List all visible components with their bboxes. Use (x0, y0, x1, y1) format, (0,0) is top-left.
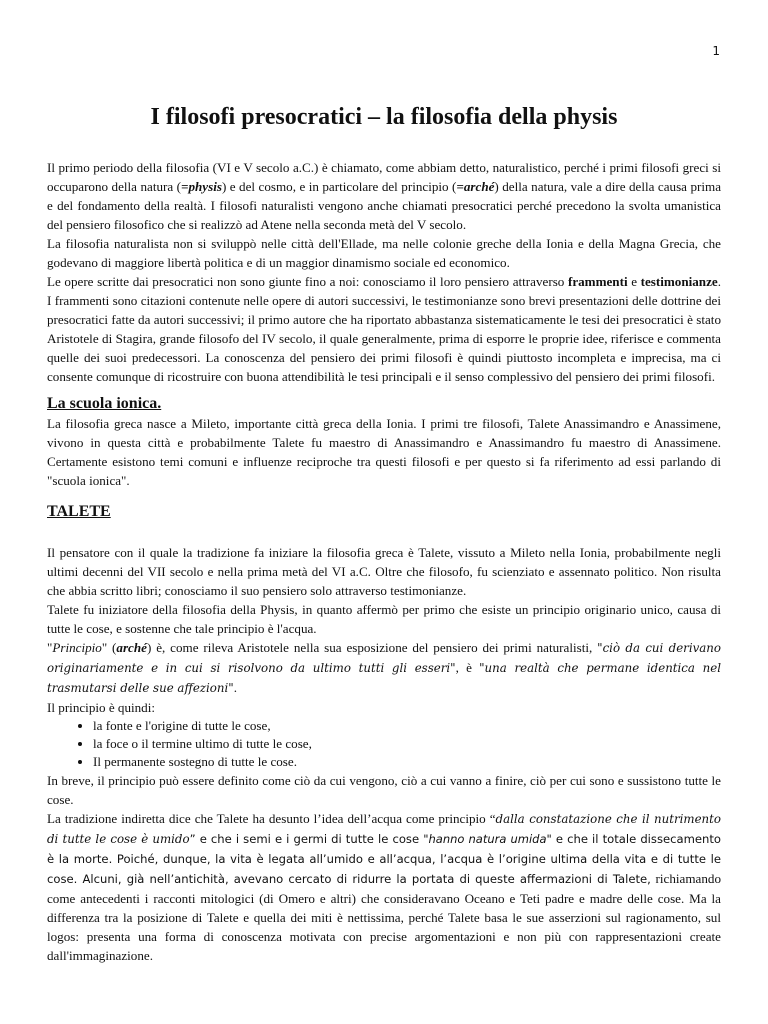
quote-aristotele-2: "una realtà che permane identica nel trasmutarsi delle sue affezioni" (47, 661, 721, 695)
quote-nutrimento: dalla constatazione che il nutrimento di tutte le cose è umido (47, 812, 722, 846)
term-arche-2: arché (116, 640, 147, 655)
text-run: Il primo periodo della filosofia (VI e V secolo a.C.) è chiamato, come abbiam detto, naturalistico, perché i primi filosofi greci si occuparono della natura ( (47, 160, 721, 194)
text-run: Le opere scritte dai presocratici non sono giunte fino a noi: conosciamo il loro pensiero attraverso (47, 274, 568, 289)
document-body (47, 158, 721, 965)
talete-paragraph-2: Talete fu iniziatore della filosofia della Physis, in quanto affermò per primo che esiste un principio originario unico, causa di tutte le cose, e sostenne che tale principio è l'acqua. (47, 602, 721, 636)
talete-paragraph-3 (47, 638, 721, 698)
talete-paragraph-6 (47, 809, 721, 965)
talete-paragraph-1: Il pensatore con il quale la tradizione fa iniziare la filosofia greca è Talete, vissuto a Mileto nella Ionia, probabilmente negli ultimi decenni del VII secolo e nella prima metà del VI a.C. Oltre che filosofo, fu scienziato e assennato politico. Non risulta che abbia scritto libri; conosciamo il suo pensiero solo attraverso testimonianze. (47, 545, 721, 598)
intro-paragraph-3 (47, 272, 721, 386)
section-heading-ionica: La scuola ionica. (47, 395, 162, 412)
ionica-paragraph: La filosofia greca nasce a Mileto, importante città greca della Ionia. I primi tre filosofi, Talete Anassimandro e Anassimene, vivono in questa città e probabilmente Talete fu maestro di Anassimandro e Anassimandro fu maestro di Anassimene. Certamente esistono temi comuni e influenze reciproche tra questi filosofi e per questo si fa riferimento ad essi parlando di "scuola ionica". (47, 416, 721, 488)
text-run: . (233, 680, 237, 695)
text-run: . I frammenti sono citazioni contenute nelle opere di autori successivi, le testimonianze sono brevi presentazioni delle dottrine dei presocratici fatte da autori successivi; il primo autore che ha riportato abbastanza sistematicamente le tesi dei presocratici è stato Aristotele di Stagira, grande filosofo del IV secolo, il quale generalmente, prima di esporre le proprie idee, riferisce e commenta quelle dei suoi predecessori. La conoscenza del pensiero dei primi filosofi è quindi piuttosto incompleta e imprecisa, ma ci consente comunque di ricostruire con buona attendibilità le tesi principali e il senso complessivo del pensiero dei primi filosofi. (47, 274, 721, 384)
quote-natura-umida: "hanno natura umida" (423, 832, 552, 846)
list-item: • la foce o il termine ultimo di tutte le cose, (93, 735, 721, 753)
text-run: ) della natura, vale a dire della causa prima e del fondamento della realtà. I filosofi naturalisti vengono anche chiamati presocratici perché precedono la svolta umanistica del pensiero filosofico che si realizzò ad Atene nella seconda metà del V secolo. (47, 179, 722, 232)
list-item: • Il permanente sostegno di tutte le cose. (93, 753, 721, 771)
principle-list (47, 717, 721, 771)
text-run: La tradizione indiretta dice che Talete ha desunto l’idea dell’acqua come principio “ (47, 811, 496, 826)
term-physis: =physis (181, 179, 222, 194)
intro-paragraph-2: La filosofia naturalista non si sviluppò nelle città dell'Ellade, ma nelle colonie greche della Ionia e della Magna Grecia, che godevano di maggiore libertà politica e di un maggior dinamismo sociale ed economico. (47, 236, 721, 270)
page-number: 1 (712, 44, 720, 58)
page-title: I filosofi presocratici – la filosofia della physis (150, 104, 618, 130)
text-run: ) è, come rileva Aristotele nella sua esposizione del pensiero dei primi naturalisti, (146, 640, 598, 655)
term-frammenti: frammenti (567, 274, 628, 289)
text-run-sans: ” e che i semi e i germi di tutte le cose (189, 832, 424, 846)
term-principio: Principio (52, 640, 102, 655)
term-arche: =arché (456, 179, 495, 194)
section-heading-talete: TALETE (47, 503, 111, 520)
text-run: e (627, 274, 641, 289)
list-item: • la fonte e l'origine di tutte le cose, (93, 717, 721, 735)
talete-paragraph-5: In breve, il principio può essere definito come ciò da cui vengono, ciò a cui vanno a finire, ciò per cui sono e sussistono tutte le cose. (47, 773, 721, 807)
quote-aristotele-1: "ciò da cui derivano originariamente e in cui si risolvono da ultimo tutti gli esseri" (47, 641, 721, 675)
intro-paragraph-1 (47, 158, 721, 234)
talete-paragraph-4: Il principio è quindi: (47, 700, 156, 715)
text-run: " ( (101, 640, 117, 655)
text-run: ) e del cosmo, e in particolare del principio ( (221, 179, 457, 194)
term-testimonianze: testimonianze (640, 274, 718, 289)
text-run: , è (455, 660, 480, 675)
text-run: richiamando come antecedenti i racconti mitologici (di Omero e altri) che consideravano Oceano e Teti padre e madre delle cose. Ma la differenza tra la posizione di Talete e quella dei miti è nettissima, perché Talete basa le sue asserzioni sul ragionamento, sul logos: presenta una forma di conoscenza motivata con precise argomentazioni e non più con rappresentazioni create dall'immaginazione. (47, 871, 722, 963)
text-run: " (47, 640, 53, 655)
text-run-sans: e che il totale dissecamento è la morte. Poiché, dunque, la vita è legata all’umido e all’acqua, l’acqua è l’origine ultima della vita e di tutte le cose. Alcuni, già nell’antichità, avevano cercato di ridurre la portata di queste affermazioni di Talete, (47, 832, 722, 886)
